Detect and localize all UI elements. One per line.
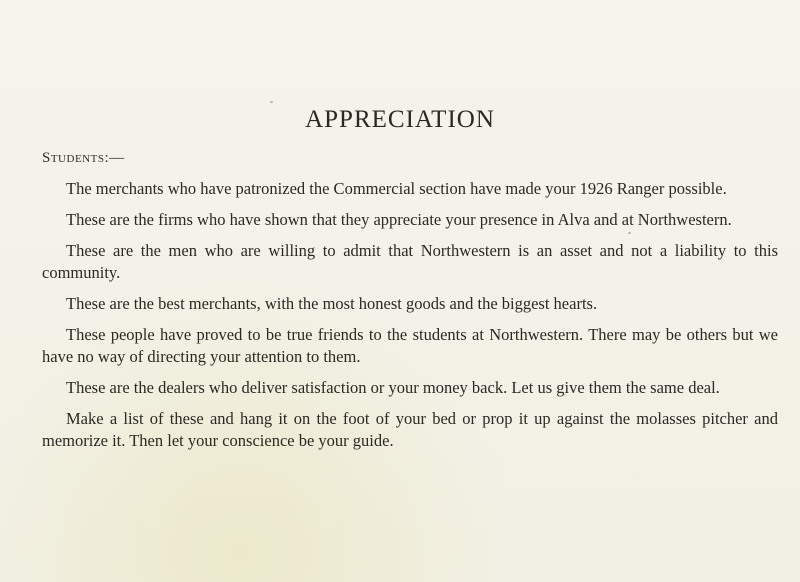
paragraph-3: These are the men who are willing to admit that Northwestern is an asset and not a liability to this community. [42,241,778,282]
paper-speck [270,101,273,103]
paragraph-5: These people have proved to be true friends to the students at Northwestern. There may be others but we have no way of directing your attention to them. [42,325,778,366]
paragraph-4: These are the best merchants, with the most honest goods and the biggest hearts. [66,294,598,313]
body-text [42,178,778,461]
paragraph-2: These are the firms who have shown that they appreciate your presence in Alva and at Northwestern. [66,210,732,229]
salutation: Students:— [42,150,125,166]
page-title: APPRECIATION [305,106,495,133]
paragraph-6: These are the dealers who deliver satisfaction or your money back. Let us give them the same deal. [66,378,720,397]
paragraph-1: The merchants who have patronized the Commercial section have made your 1926 Ranger possible. [66,179,727,198]
paragraph-7: Make a list of these and hang it on the foot of your bed or prop it up against the molasses pitcher and memorize it. Then let your conscience be your guide. [42,409,778,450]
